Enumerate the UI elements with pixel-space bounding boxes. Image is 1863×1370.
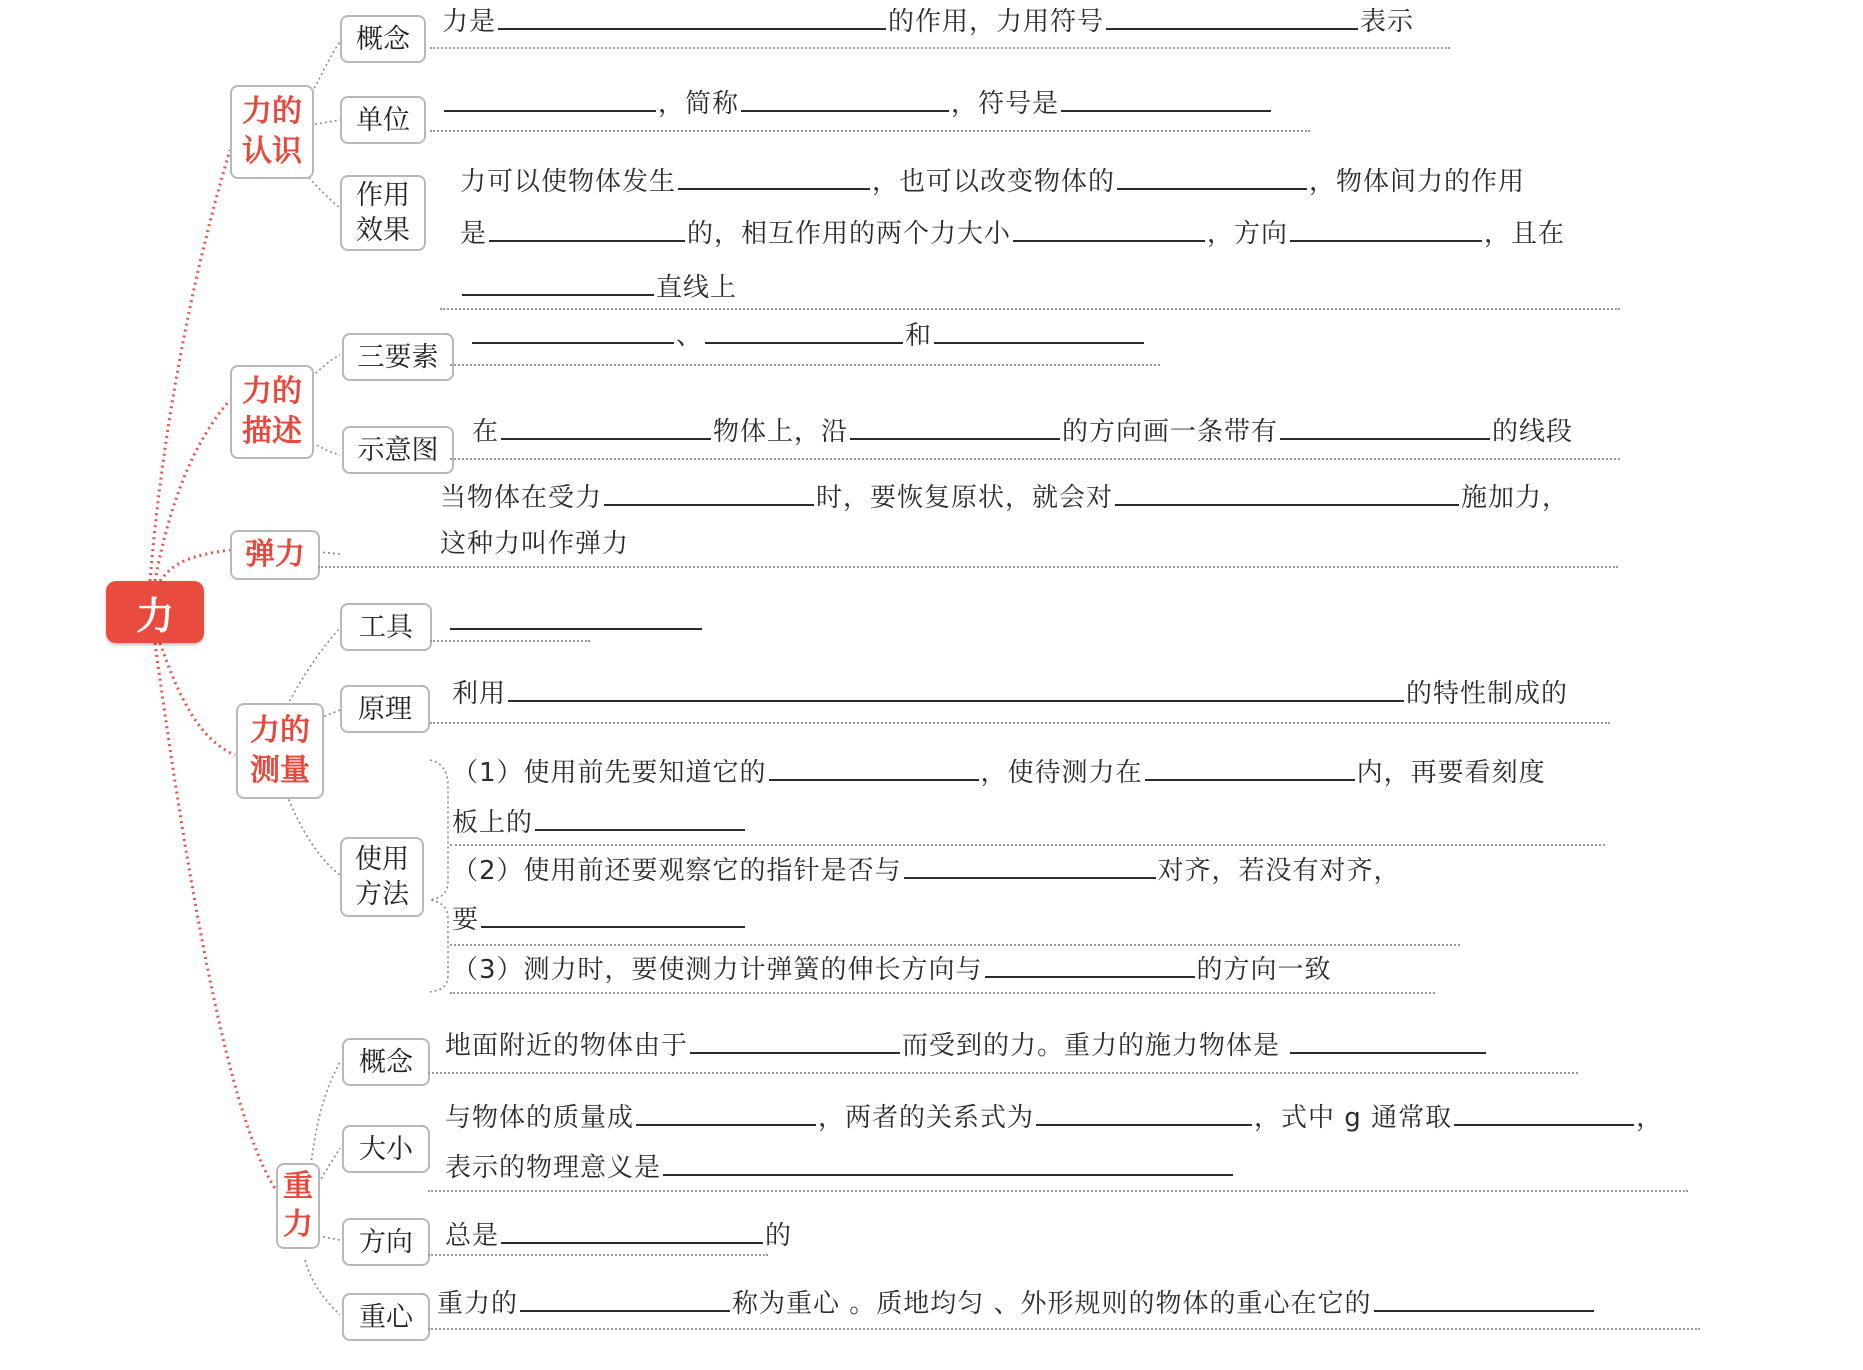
- text-fragment: 直线上: [656, 273, 738, 303]
- blank: [450, 604, 702, 630]
- effect-line-1: [460, 164, 1525, 200]
- elastic-line-2: [440, 526, 629, 562]
- gravity-size-line-1: [445, 1100, 1663, 1136]
- blank: [678, 164, 870, 190]
- blank: [1036, 1100, 1252, 1126]
- blank: [1061, 86, 1271, 112]
- text-fragment: （2）使用前还要观察它的指针是否与: [452, 856, 902, 886]
- blank: [934, 318, 1144, 344]
- dotted-separator: [430, 722, 1610, 724]
- text-fragment: 板上的: [452, 808, 534, 838]
- sub-gravity-size: 大小: [342, 1125, 430, 1173]
- usage-1-line-2: [452, 805, 747, 841]
- dotted-separator: [428, 1190, 1688, 1192]
- dotted-separator: [440, 308, 1620, 310]
- blank: [690, 1028, 900, 1054]
- text-fragment: 和: [905, 321, 933, 351]
- dotted-separator: [428, 1072, 1578, 1074]
- sub-diagram: 示意图: [342, 426, 454, 474]
- category-measurement: 力的 测量: [236, 703, 324, 799]
- text-fragment: 而受到的力。重力的施力物体是: [902, 1031, 1281, 1061]
- blank: [1013, 216, 1205, 242]
- text-fragment: ，使待测力在: [980, 758, 1143, 788]
- text-fragment: ，: [1636, 1103, 1664, 1133]
- dotted-separator: [428, 1254, 768, 1256]
- blank: [636, 1100, 816, 1126]
- text-fragment: ，符号是: [951, 89, 1060, 119]
- text-fragment: 表示: [1360, 7, 1415, 37]
- blank: [1280, 414, 1490, 440]
- text-fragment: 内，再要看刻度: [1356, 758, 1546, 788]
- text-fragment: ，且在: [1484, 219, 1566, 249]
- gravity-center-line: [437, 1286, 1596, 1322]
- text-fragment: 的线段: [1492, 417, 1574, 447]
- effect-line-3: [460, 270, 737, 306]
- text-fragment: 当物体在受力: [440, 483, 603, 513]
- sub-usage: 使用 方法: [340, 837, 424, 917]
- text-fragment: ，两者的关系式为: [818, 1103, 1035, 1133]
- blank: [1117, 164, 1307, 190]
- category-elastic: 弹力: [230, 530, 320, 580]
- dotted-separator: [450, 844, 1605, 846]
- text-fragment: 的作用，力用符号: [888, 7, 1105, 37]
- text-fragment: 这种力叫作弹力: [440, 529, 630, 559]
- text-fragment: （3）测力时，要使测力计弹簧的伸长方向与: [452, 955, 983, 985]
- text-fragment: ，也可以改变物体的: [872, 167, 1116, 197]
- text-fragment: 是: [460, 219, 488, 249]
- text-fragment: 力可以使物体发生: [460, 167, 677, 197]
- blank: [501, 1218, 763, 1244]
- text-fragment: 重力的: [437, 1289, 519, 1319]
- blank: [1454, 1100, 1634, 1126]
- gravity-concept-line: [445, 1028, 1488, 1064]
- effect-line-2: [460, 216, 1565, 252]
- blank: [850, 414, 1060, 440]
- text-fragment: 地面附近的物体由于: [445, 1031, 689, 1061]
- blank: [1115, 480, 1459, 506]
- text-fragment: 表示的物理意义是: [445, 1153, 662, 1183]
- tool-line: [448, 604, 704, 640]
- text-fragment: 对齐，若没有对齐，: [1157, 856, 1401, 886]
- usage-2-line-2: [452, 902, 747, 938]
- usage-2-line-1: [452, 853, 1401, 889]
- blank: [985, 952, 1195, 978]
- sub-gravity-concept: 概念: [342, 1038, 430, 1086]
- text-fragment: 的方向一致: [1196, 955, 1332, 985]
- diagram-line: [472, 414, 1573, 450]
- sub-gravity-center: 重心: [342, 1293, 430, 1341]
- blank: [741, 86, 949, 112]
- blank: [1290, 216, 1482, 242]
- blank: [663, 1150, 1233, 1176]
- category-description: 力的 描述: [230, 365, 314, 459]
- dotted-separator: [430, 130, 1310, 132]
- principle-line: [452, 676, 1568, 712]
- concept-line: [442, 4, 1414, 40]
- text-fragment: 、: [676, 321, 704, 351]
- sub-concept: 概念: [340, 15, 426, 63]
- usage-3-line: [452, 952, 1332, 988]
- blank: [769, 755, 979, 781]
- gravity-direction-line: [445, 1218, 792, 1254]
- blank: [604, 480, 814, 506]
- category-recognition: 力的 认识: [230, 85, 314, 179]
- unit-line: [442, 86, 1273, 122]
- sub-unit: 单位: [340, 96, 426, 144]
- usage-1-line-1: [452, 755, 1546, 791]
- text-fragment: 总是: [445, 1221, 500, 1251]
- text-fragment: 与物体的质量成: [445, 1103, 635, 1133]
- blank: [705, 318, 903, 344]
- text-fragment: 的方向画一条带有: [1062, 417, 1279, 447]
- dotted-separator: [450, 944, 1460, 946]
- text-fragment: 在: [472, 417, 500, 447]
- dotted-separator: [430, 640, 590, 642]
- text-fragment: （1）使用前先要知道它的: [452, 758, 767, 788]
- text-fragment: 要: [452, 905, 480, 935]
- blank: [508, 676, 1404, 702]
- blank: [1106, 4, 1358, 30]
- sub-effect: 作用 效果: [340, 175, 426, 251]
- text-fragment: ，简称: [658, 89, 740, 119]
- dotted-separator: [318, 566, 1618, 568]
- dotted-separator: [450, 992, 1435, 994]
- root-node-force: 力: [106, 581, 204, 643]
- sub-gravity-direction: 方向: [342, 1218, 430, 1266]
- text-fragment: 的特性制成的: [1406, 679, 1569, 709]
- blank: [1374, 1286, 1594, 1312]
- text-fragment: 施加力，: [1461, 483, 1570, 513]
- text-fragment: 力是: [442, 7, 497, 37]
- blank: [489, 216, 685, 242]
- elastic-line-1: [440, 480, 1569, 516]
- dotted-separator: [450, 458, 1620, 460]
- text-fragment: 的，相互作用的两个力大小: [687, 219, 1012, 249]
- blank: [904, 853, 1156, 879]
- category-gravity: 重 力: [276, 1163, 320, 1249]
- blank: [498, 4, 886, 30]
- text-fragment: 物体上，沿: [713, 417, 849, 447]
- gravity-size-line-2: [445, 1150, 1235, 1186]
- blank: [1145, 755, 1355, 781]
- blank: [501, 414, 711, 440]
- blank: [462, 270, 654, 296]
- blank: [481, 902, 745, 928]
- dotted-separator: [428, 1328, 1700, 1330]
- dotted-separator: [450, 364, 1160, 366]
- blank: [444, 86, 656, 112]
- three-elements-line: [470, 318, 1146, 354]
- blank: [520, 1286, 730, 1312]
- text-fragment: ，式中 g 通常取: [1254, 1103, 1453, 1133]
- blank: [535, 805, 745, 831]
- sub-three-elements: 三要素: [342, 333, 454, 381]
- blank: [1290, 1028, 1486, 1054]
- blank: [472, 318, 674, 344]
- sub-principle: 原理: [340, 685, 430, 733]
- text-fragment: 称为重心 。质地均匀 、外形规则的物体的重心在它的: [732, 1289, 1372, 1319]
- text-fragment: 时，要恢复原状，就会对: [816, 483, 1114, 513]
- text-fragment: 利用: [452, 679, 507, 709]
- sub-tool: 工具: [340, 603, 432, 651]
- text-fragment: ，方向: [1207, 219, 1289, 249]
- dotted-separator: [430, 47, 1450, 49]
- text-fragment: ，物体间力的作用: [1309, 167, 1526, 197]
- text-fragment: 的: [765, 1221, 793, 1251]
